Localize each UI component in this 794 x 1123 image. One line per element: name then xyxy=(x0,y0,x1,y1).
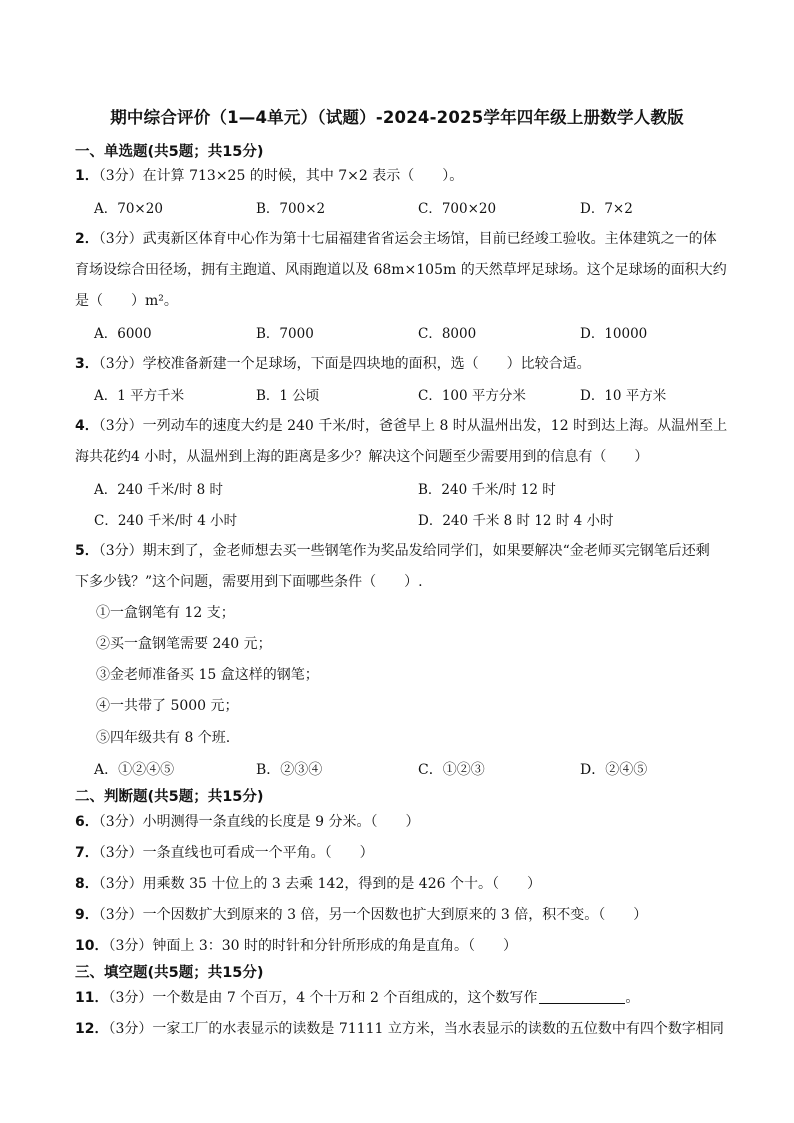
question-4 xyxy=(75,415,727,435)
question-2 xyxy=(75,228,717,248)
option-d: D．10 平方米 xyxy=(580,388,667,404)
question-number: 6． xyxy=(75,814,99,830)
question-1 xyxy=(75,165,463,185)
question-text: （3分）用乘数 35 十位上的 3 去乘 142，得到的是 426 个十。（ ） xyxy=(98,876,541,892)
option-d: D．240 千米 8 时 12 时 4 小时 xyxy=(418,513,614,529)
option-c: C．①②③ xyxy=(418,762,485,778)
condition-2: ②买一盒钢笔需要 240 元； xyxy=(96,636,272,652)
question-number: 4． xyxy=(75,418,99,434)
section-heading-fill-blank: 三、填空题(共5题；共15分) xyxy=(75,965,264,981)
question-number: 8． xyxy=(75,876,99,892)
option-a: A．1 平方千米 xyxy=(94,388,185,404)
question-text: （3分）一列动车的速度大约是 240 千米/时，爸爸早上 8 时从温州出发，12 时到达上海。从温州至上 xyxy=(98,418,728,434)
question-2-line-2: 育场设综合田径场，拥有主跑道、风雨跑道以及 68m×105m 的天然草坪足球场。这个足球场的面积大约 xyxy=(75,262,727,278)
question-number: 3． xyxy=(75,356,99,372)
option-a: A．6000 xyxy=(94,326,152,342)
condition-4: ④一共带了 5000 元； xyxy=(96,698,239,714)
question-number: 2． xyxy=(75,231,99,247)
question-number: 10． xyxy=(75,938,109,954)
option-c: C．240 千米/时 4 小时 xyxy=(94,513,238,529)
option-a: A．240 千米/时 8 时 xyxy=(94,482,224,498)
section-heading-single-choice: 一、单选题(共5题；共15分) xyxy=(75,144,264,160)
question-number: 1． xyxy=(75,168,99,184)
question-2-line-3: 是（ ）m²。 xyxy=(75,293,178,309)
question-text: （3分）期末到了，金老师想去买一些钢笔作为奖品发给同学们，如果要解决“金老师买完钢笔后还剩 xyxy=(98,543,710,559)
question-number: 12． xyxy=(75,1021,109,1037)
section-heading-true-false: 二、判断题(共5题；共15分) xyxy=(75,789,264,805)
question-10 xyxy=(75,935,517,955)
page-title: 期中综合评价（1—4单元）（试题）-2024-2025学年四年级上册数学人教版 xyxy=(110,108,684,127)
option-d: D．10000 xyxy=(580,326,648,342)
question-5 xyxy=(75,540,710,560)
question-text: （3分）一家工厂的水表显示的读数是 71111 立方米，当水表显示的读数的五位数中有四个数字相同 xyxy=(108,1021,724,1037)
option-c: C．8000 xyxy=(418,326,477,342)
option-b: B．700×2 xyxy=(256,201,326,217)
question-text: （3分）在计算 713×25 的时候，其中 7×2 表示（ ）。 xyxy=(98,168,464,184)
question-text: （3分）武夷新区体育中心作为第十七届福建省省运会主场馆，目前已经竣工验收。主体建筑之一的体 xyxy=(98,231,717,247)
option-d: D．7×2 xyxy=(580,201,633,217)
question-8 xyxy=(75,873,541,893)
option-a: A．70×20 xyxy=(94,201,163,217)
question-text: （3分）一个数是由 7 个百万，4 个十万和 2 个百组成的，这个数写作 xyxy=(108,990,538,1006)
question-text: （3分）钟面上 3：30 时的时针和分针所形成的角是直角。（ ） xyxy=(108,938,518,954)
option-c: C．100 平方分米 xyxy=(418,388,526,404)
question-number: 11． xyxy=(75,990,109,1006)
question-3 xyxy=(75,353,591,373)
option-b: B．②③④ xyxy=(256,762,323,778)
question-number: 9． xyxy=(75,907,99,923)
option-b: B．240 千米/时 12 时 xyxy=(418,482,556,498)
question-text: （3分）一条直线也可看成一个平角。（ ） xyxy=(98,845,374,861)
option-d: D．②④⑤ xyxy=(580,762,648,778)
option-b: B．1 公顷 xyxy=(256,388,320,404)
answer-blank[interactable] xyxy=(539,989,625,1004)
condition-5: ⑤四年级共有 8 个班. xyxy=(96,730,231,746)
question-number: 5． xyxy=(75,543,99,559)
question-5-line-2: 下多少钱？”这个问题，需要用到下面哪些条件（ ）. xyxy=(75,574,423,590)
question-9 xyxy=(75,904,647,924)
condition-3: ③金老师准备买 15 盒这样的钢笔； xyxy=(96,667,319,683)
question-6 xyxy=(75,811,419,831)
option-a: A．①②④⑤ xyxy=(94,762,175,778)
question-11 xyxy=(75,987,639,1007)
question-4-line-2: 海共花约4 小时，从温州到上海的距离是多少？解决这个问题至少需要用到的信息有（ ） xyxy=(75,449,649,465)
question-text: （3分）学校准备新建一个足球场，下面是四块地的面积，选（ ）比较合适。 xyxy=(98,356,591,372)
question-tail: 。 xyxy=(625,990,640,1006)
question-12 xyxy=(75,1018,724,1038)
question-text: （3分）一个因数扩大到原来的 3 倍，另一个因数也扩大到原来的 3 倍，积不变。（ ） xyxy=(98,907,648,923)
option-b: B．7000 xyxy=(256,326,314,342)
question-7 xyxy=(75,842,374,862)
question-number: 7． xyxy=(75,845,99,861)
condition-1: ①一盒钢笔有 12 支； xyxy=(96,605,235,621)
option-c: C．700×20 xyxy=(418,201,497,217)
question-text: （3分）小明测得一条直线的长度是 9 分米。（ ） xyxy=(98,814,420,830)
